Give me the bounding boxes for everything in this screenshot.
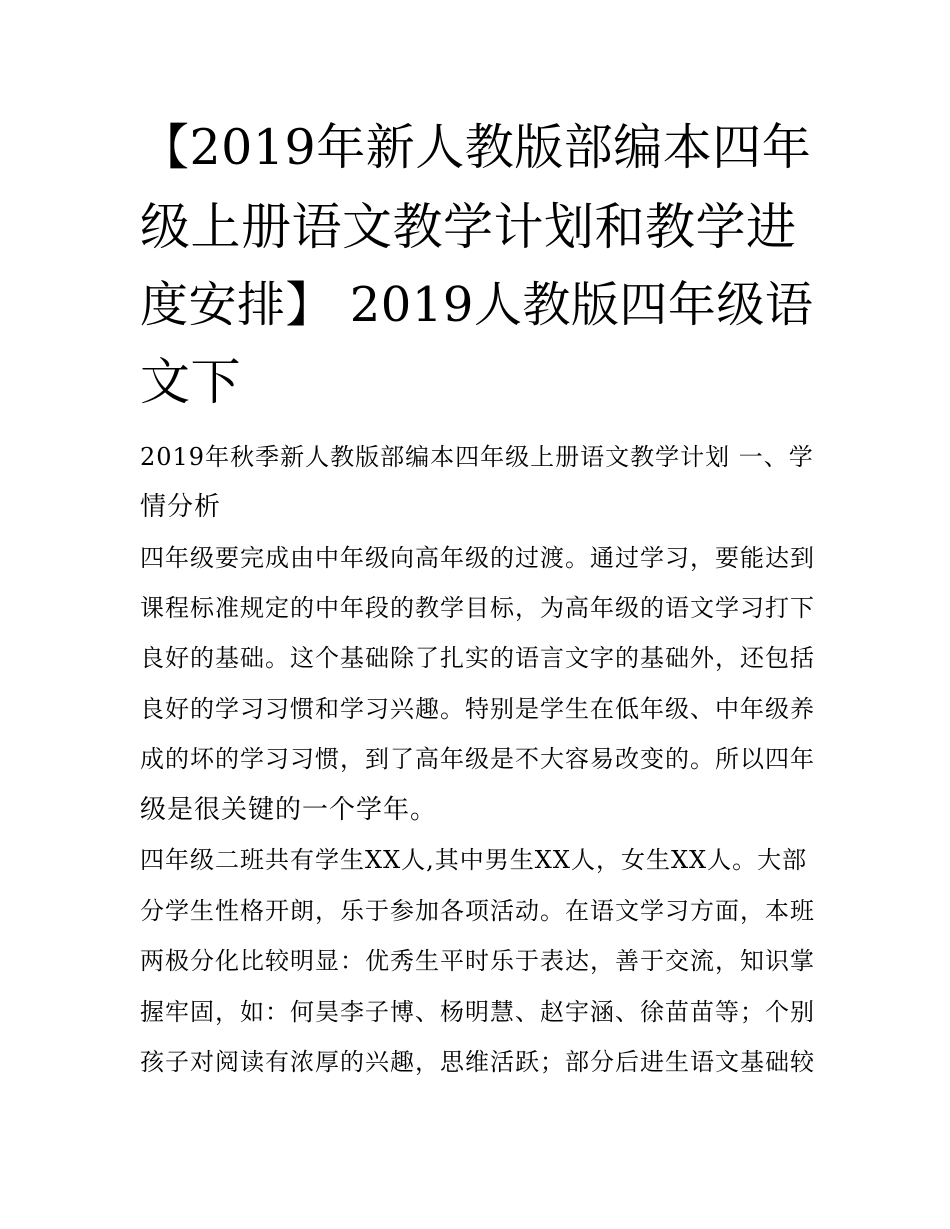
document-title-line: 【2019年新人教版部编本四年 xyxy=(140,119,812,176)
paragraph-line: 四年级要完成由中年级向高年级的过渡。通过学习，要能达到 xyxy=(140,544,815,572)
paragraph-line: 分学生性格开朗，乐于参加各项活动。在语文学习方面，本班 xyxy=(140,897,815,925)
paragraph-line: 两极分化比较明显：优秀生平时乐于表达，善于交流，知识掌 xyxy=(140,947,815,975)
paragraph-line: 良好的学习习惯和学习兴趣。特别是学生在低年级、中年级养 xyxy=(140,695,815,723)
paragraph-line: 情分析 xyxy=(140,492,222,522)
paragraph-line: 握牢固，如：何昊李子博、杨明慧、赵宇涵、徐苗苗等；个别 xyxy=(140,998,815,1026)
paragraph-line: 孩子对阅读有浓厚的兴趣，思维活跃；部分后进生语文基础较 xyxy=(140,1048,815,1076)
paragraph-line: 成的坏的学习习惯，到了高年级是不大容易改变的。所以四年 xyxy=(140,745,815,773)
document-title-line: 度安排】 2019人教版四年级语 xyxy=(140,277,814,333)
paragraph-line: 级是很关键的一个学年。 xyxy=(140,795,438,825)
paragraph-line: 课程标准规定的中年段的教学目标，为高年级的语文学习打下 xyxy=(140,594,815,622)
paragraph-line: 良好的基础。这个基础除了扎实的语言文字的基础外，还包括 xyxy=(140,644,815,672)
document-title-line: 文下 xyxy=(140,353,241,411)
paragraph-line: 四年级二班共有学生XX人,其中男生XX人，女生XX人。大部 xyxy=(140,846,808,874)
paragraph-line: 2019年秋季新人教版部编本四年级上册语文教学计划 一、学 xyxy=(140,443,814,471)
document-title-line: 级上册语文教学计划和教学进 xyxy=(140,198,797,256)
